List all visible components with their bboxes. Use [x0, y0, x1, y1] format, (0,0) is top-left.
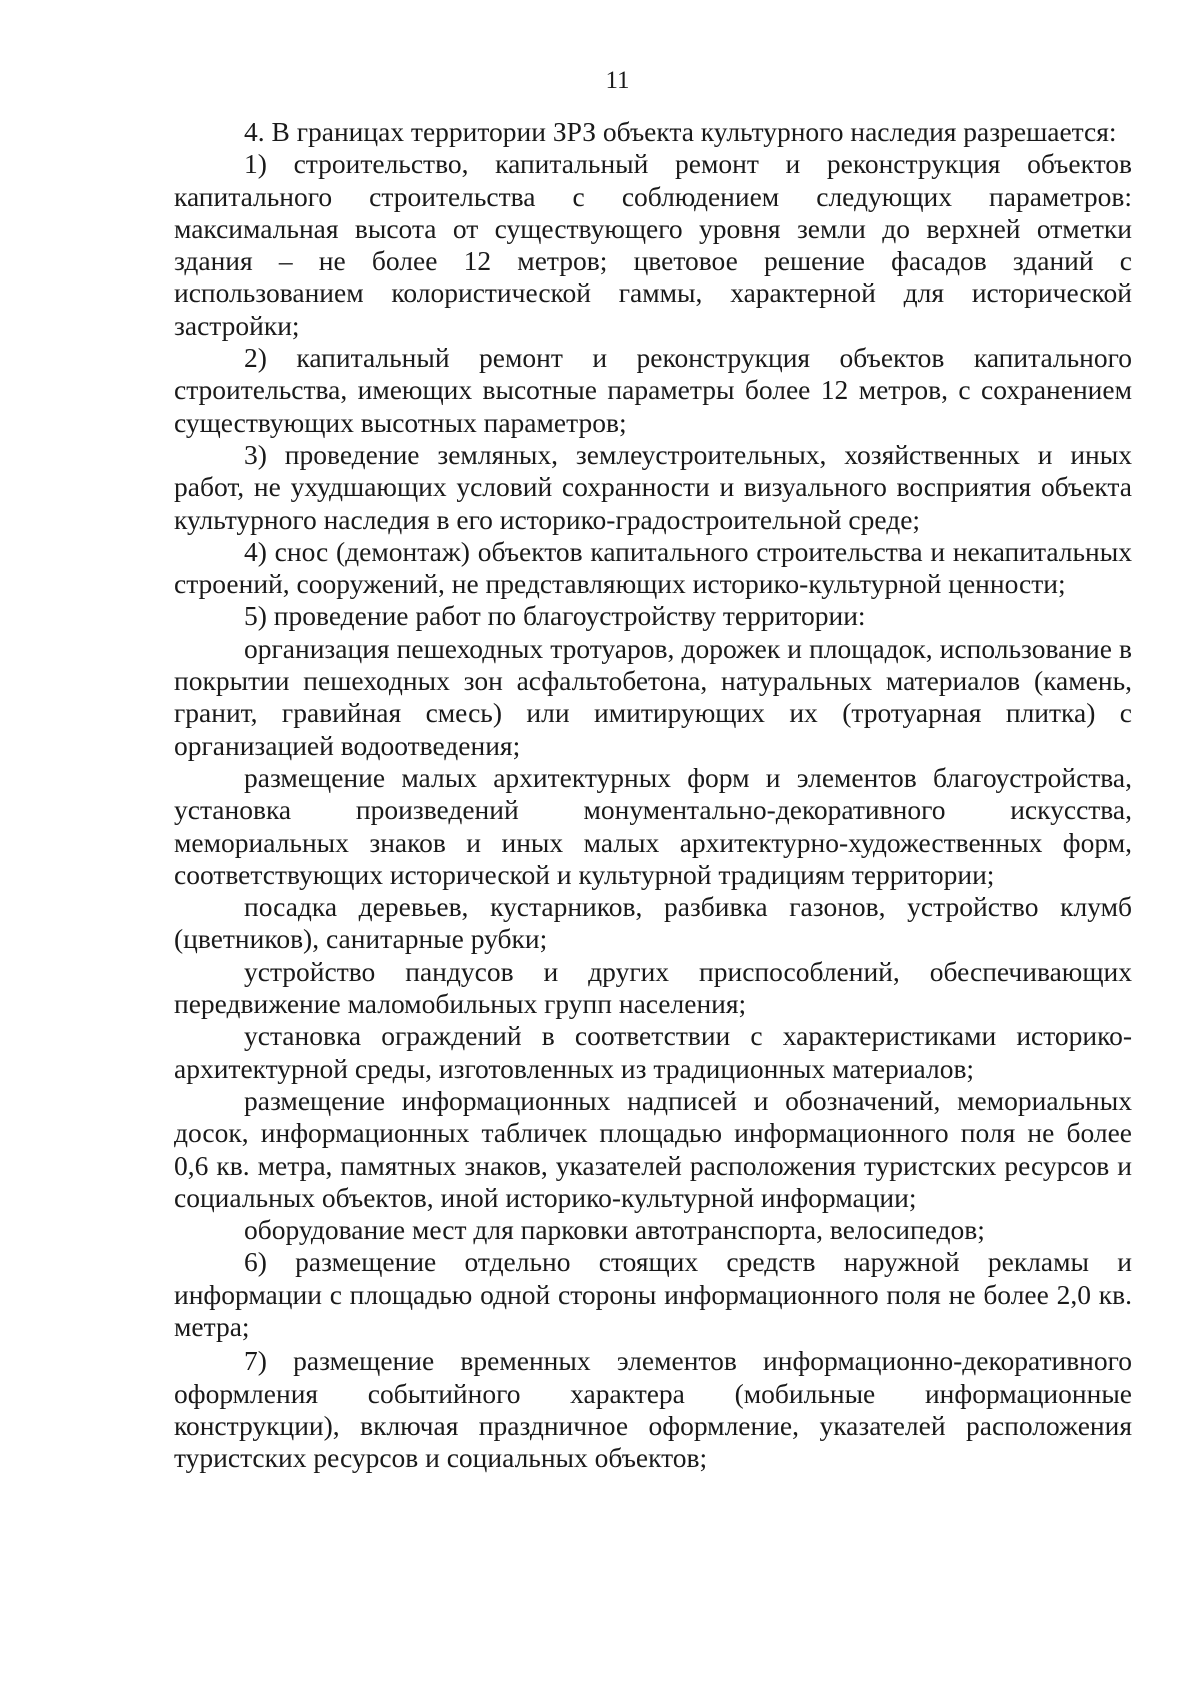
- paragraph-item-5-landscaping: 5) проведение работ по благоустройству территории:: [244, 600, 866, 632]
- paragraph-landscaping-walkways: организация пешеходных тротуаров, дорожек и площадок, использование в покрытии пешеходных зон асфальтобетона, натуральных материалов (камень, гранит, гравийная смесь) или имитирующих их (тротуарная плитка) с организацией водоотведения;: [174, 632, 1132, 761]
- paragraph-landscaping-planting: посадка деревьев, кустарников, разбивка газонов, устройство клумб (цветников), санитарные рубки;: [174, 891, 1132, 955]
- paragraph-item-2-renovation: 2) капитальный ремонт и реконструкция объектов капитального строительства, имеющих высотные параметры более 12 метров, с сохранением существующих высотных параметров;: [174, 342, 1132, 438]
- document-body: [174, 116, 1132, 1474]
- paragraph-item-6-advertising: 6) размещение отдельно стоящих средств наружной рекламы и информации с площадью одной стороны информационного поля не более 2,0 кв. метра;: [174, 1246, 1132, 1342]
- paragraph-item-3-earthworks: 3) проведение земляных, землеустроительных, хозяйственных и иных работ, не ухудшающих условий сохранности и визуального восприятия объекта культурного наследия в его историко-градостроительной среде;: [174, 438, 1132, 535]
- paragraph-landscaping-signage: размещение информационных надписей и обозначений, мемориальных досок, информационных табличек площадью информационного поля не более 0,6 кв. метра, памятных знаков, указателей расположения туристских ресурсов и социальных объектов, иной историко-культурной информации;: [174, 1084, 1132, 1213]
- paragraph-item-4-demolition: 4) снос (демонтаж) объектов капитального строительства и некапитальных строений, сооружений, не представляющих историко-культурной ценности;: [174, 535, 1132, 600]
- paragraph-item-7-temporary-decor: 7) размещение временных элементов информационно-декоративного оформления событийного характера (мобильные информационные конструкции), включая праздничное оформление, указателей расположения туристских ресурсов и социальных объектов;: [174, 1345, 1132, 1474]
- paragraph-section-4-intro: 4. В границах территории ЗРЗ объекта культурного наследия разрешается:: [244, 116, 1117, 147]
- paragraph-landscaping-parking: оборудование мест для парковки автотранспорта, велосипедов;: [244, 1214, 985, 1246]
- paragraph-landscaping-ramps: устройство пандусов и других приспособлений, обеспечивающих передвижение маломобильных групп населения;: [174, 955, 1132, 1020]
- page-number: 11: [605, 67, 630, 94]
- paragraph-landscaping-fences: установка ограждений в соответствии с характеристиками историко-архитектурной среды, изготовленных из традиционных материалов;: [174, 1020, 1132, 1084]
- paragraph-landscaping-small-forms: размещение малых архитектурных форм и элементов благоустройства, установка произведений монументально-декоративного искусства, мемориальных знаков и иных малых архитектурно-художественных форм, соответствующих исторической и культурной традициям территории;: [174, 761, 1132, 890]
- paragraph-item-1-construction: 1) строительство, капитальный ремонт и реконструкция объектов капитального строительства с соблюдением следующих параметров: максимальная высота от существующего уровня земли до верхней отметки здания – не более 12 метров; цветовое решение фасадов зданий с использованием колористической гаммы, характерной для исторической застройки;: [174, 148, 1132, 341]
